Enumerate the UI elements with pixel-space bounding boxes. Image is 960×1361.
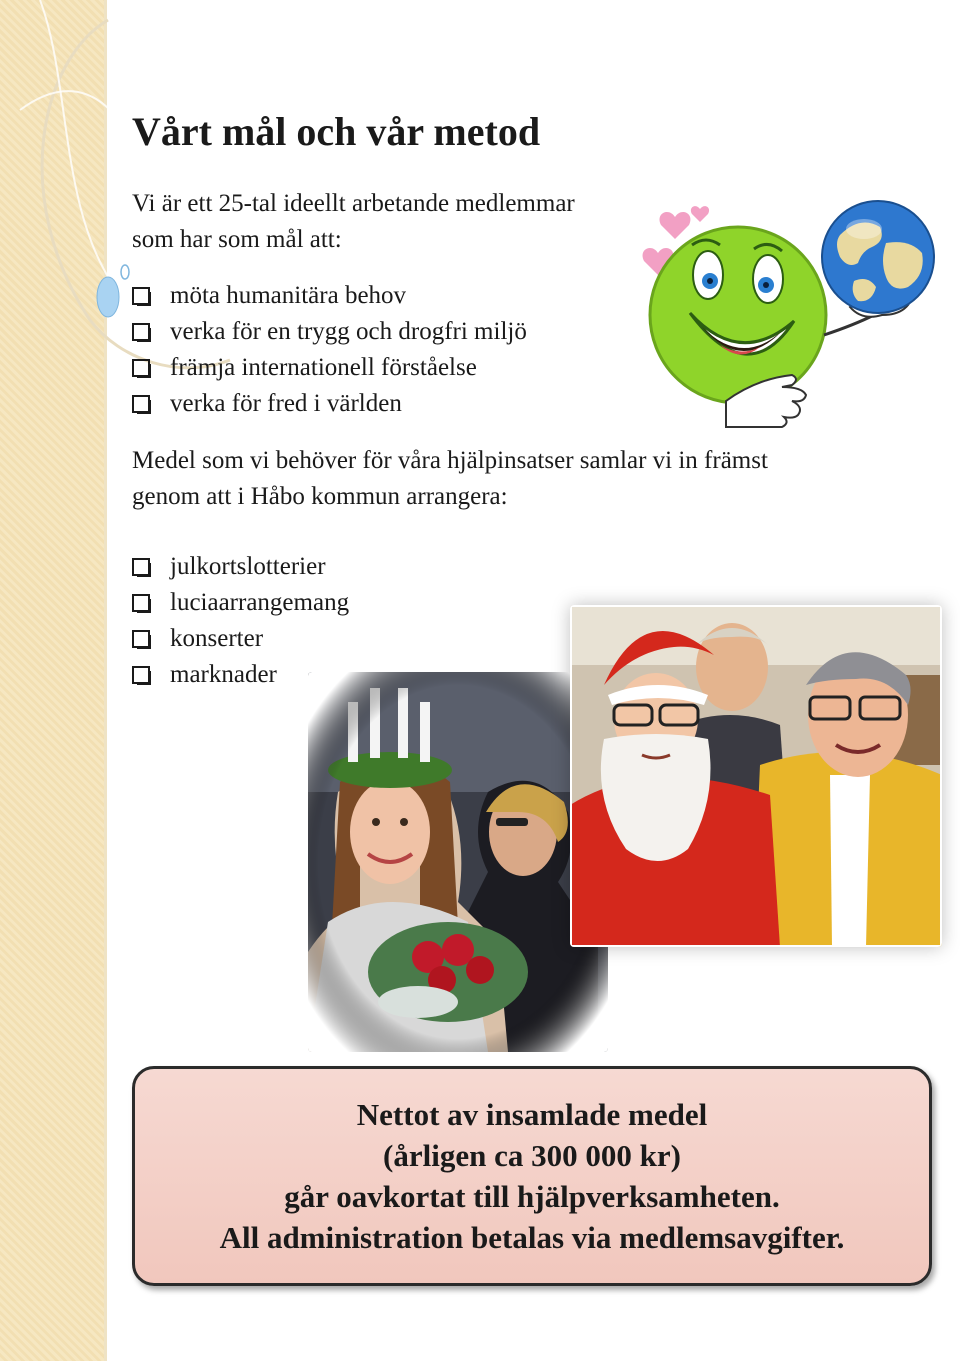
goal-label: verka för en trygg och drogfri miljö bbox=[170, 318, 527, 345]
heart-icon bbox=[660, 212, 691, 239]
goal-label: främja internationell förståelse bbox=[170, 354, 477, 381]
list-item bbox=[132, 386, 527, 422]
checkbox-bullet-icon bbox=[132, 558, 150, 576]
page-title: Vårt mål och vår metod bbox=[132, 109, 541, 154]
event-label: konserter bbox=[170, 625, 264, 652]
summary-line-3: går oavkortat till hjälpverksamheten. bbox=[284, 1179, 780, 1214]
goal-label: verka för fred i världen bbox=[170, 390, 402, 417]
checkbox-bullet-icon bbox=[132, 359, 150, 377]
checkbox-bullet-icon bbox=[132, 323, 150, 341]
event-label: luciaarrangemang bbox=[170, 589, 350, 616]
means-line-2: genom att i Håbo kommun arrangera: bbox=[132, 483, 508, 510]
list-item bbox=[132, 621, 349, 657]
means-paragraph bbox=[132, 443, 912, 515]
intro-line-2: som har som mål att: bbox=[132, 226, 342, 253]
intro-text bbox=[132, 186, 672, 258]
lucia-photo bbox=[308, 672, 608, 1052]
checkbox-bullet-icon bbox=[132, 630, 150, 648]
checkbox-bullet-icon bbox=[132, 666, 150, 684]
goals-list bbox=[132, 278, 527, 422]
intro-line-1: Vi är ett 25-tal ideellt arbetande medlemmar bbox=[132, 190, 575, 217]
summary-line-2: (årligen ca 300 000 kr) bbox=[383, 1138, 681, 1173]
goal-label: möta humanitära behov bbox=[170, 282, 407, 309]
list-item bbox=[132, 350, 527, 386]
summary-box bbox=[132, 1066, 932, 1286]
santa-group-photo bbox=[570, 605, 942, 947]
event-label: julkortslotterier bbox=[170, 553, 326, 580]
checkbox-bullet-icon bbox=[132, 395, 150, 413]
list-item bbox=[132, 549, 349, 585]
means-line-1: Medel som vi behöver för våra hjälpinsatser samlar vi in främst bbox=[132, 447, 768, 474]
list-item bbox=[132, 278, 527, 314]
list-item bbox=[132, 585, 349, 621]
summary-line-1: Nettot av insamlade medel bbox=[356, 1097, 708, 1132]
heart-icon bbox=[691, 206, 709, 222]
summary-line-4: All administration betalas via medlemsavgifter. bbox=[219, 1220, 845, 1255]
event-label: marknader bbox=[170, 661, 277, 688]
checkbox-bullet-icon bbox=[132, 594, 150, 612]
list-item bbox=[132, 314, 527, 350]
checkbox-bullet-icon bbox=[132, 287, 150, 305]
smiley-globe-illustration bbox=[640, 195, 950, 430]
